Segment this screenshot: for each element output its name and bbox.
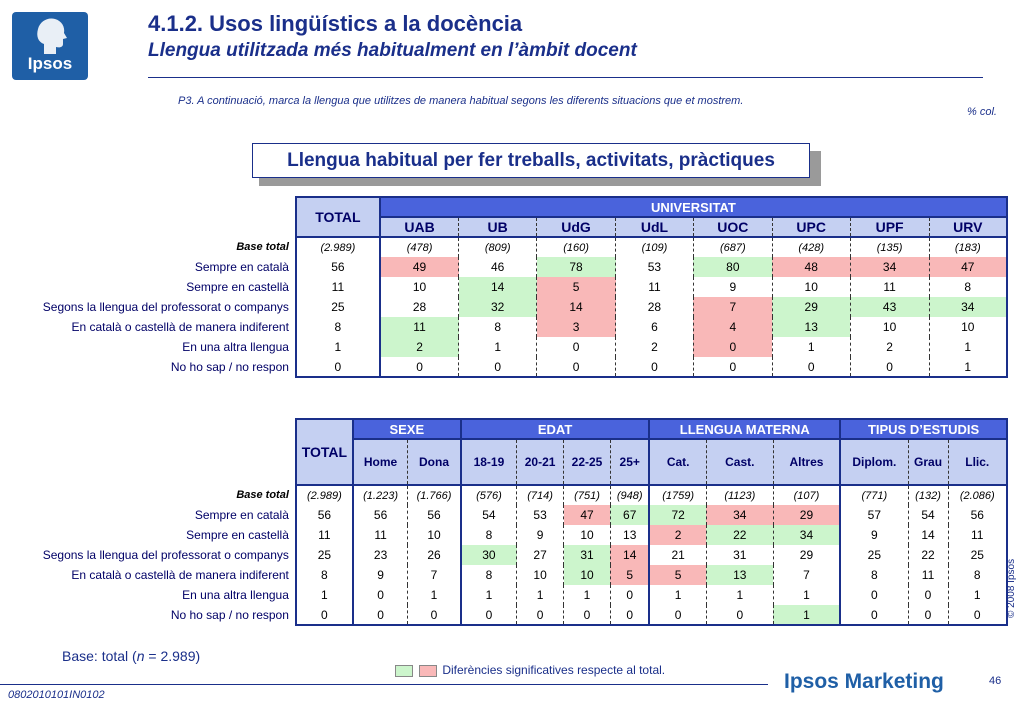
column-header: UB (459, 217, 537, 237)
page-subtitle: Llengua utilitzada més habitualment en l’àmbit docent (148, 40, 637, 61)
group-header: EDAT (461, 419, 650, 439)
empty-corner (20, 217, 296, 237)
data-cell: 9 (693, 277, 772, 297)
data-cell: 5 (610, 565, 649, 585)
data-cell: 11 (948, 525, 1007, 545)
empty-corner (20, 439, 296, 485)
column-header: Cat. (649, 439, 706, 485)
data-cell: 11 (850, 277, 929, 297)
data-cell: 11 (380, 317, 459, 337)
data-cell: 57 (840, 505, 908, 525)
base-cell: (948) (610, 485, 649, 505)
data-cell: 9 (840, 525, 908, 545)
data-cell: 48 (772, 257, 850, 277)
total-cell: 0 (296, 357, 380, 377)
data-cell: 34 (706, 505, 773, 525)
data-cell: 1 (706, 585, 773, 605)
data-cell: 22 (706, 525, 773, 545)
data-cell: 1 (929, 337, 1007, 357)
section-title-box: Llengua habitual per fer treballs, activitats, pràctiques (252, 143, 810, 178)
row-label: En català o castellà de manera indiferent (71, 320, 289, 334)
column-header: Altres (773, 439, 840, 485)
data-cell: 67 (610, 505, 649, 525)
base-cell: (160) (537, 237, 616, 257)
total-header: TOTAL (296, 197, 380, 237)
column-header: 18-19 (461, 439, 517, 485)
total-cell: 0 (296, 605, 353, 625)
data-cell: 31 (706, 545, 773, 565)
data-cell: 8 (929, 277, 1007, 297)
data-cell: 10 (408, 525, 461, 545)
base-cell: (135) (850, 237, 929, 257)
group-header-universitat: UNIVERSITAT (380, 197, 1007, 217)
data-cell: 0 (564, 605, 611, 625)
brand-logo: Ipsos Marketing (784, 670, 944, 693)
column-header: UAB (380, 217, 459, 237)
data-cell: 26 (408, 545, 461, 565)
row-label: Sempre en castellà (186, 528, 289, 542)
data-cell: 1 (459, 337, 537, 357)
data-cell: 32 (459, 297, 537, 317)
footer-divider (0, 684, 768, 685)
base-total-cell: (2.989) (296, 485, 353, 505)
column-header: Diplom. (840, 439, 908, 485)
row-label: En una altra llengua (182, 340, 289, 354)
data-cell: 0 (353, 605, 408, 625)
base-cell: (109) (616, 237, 694, 257)
data-cell: 0 (610, 585, 649, 605)
total-cell: 8 (296, 317, 380, 337)
logo-text: Ipsos (27, 54, 73, 73)
total-cell: 56 (296, 505, 353, 525)
data-cell: 11 (908, 565, 948, 585)
column-header: 25+ (610, 439, 649, 485)
data-cell: 13 (772, 317, 850, 337)
total-cell: 1 (296, 337, 380, 357)
row-label: No ho sap / no respon (170, 360, 289, 374)
data-cell: 11 (353, 525, 408, 545)
data-cell: 1 (461, 585, 517, 605)
data-cell: 10 (380, 277, 459, 297)
percent-column-note: % col. (967, 106, 997, 118)
data-cell: 10 (850, 317, 929, 337)
data-cell: 0 (840, 605, 908, 625)
row-label: Sempre en català (194, 508, 289, 522)
data-cell: 7 (773, 565, 840, 585)
data-cell: 3 (537, 317, 616, 337)
base-cell: (1759) (649, 485, 706, 505)
legend (395, 663, 665, 677)
data-cell: 0 (840, 585, 908, 605)
data-cell: 14 (537, 297, 616, 317)
row-label: En català o castellà de manera indiferent (71, 568, 289, 582)
data-cell: 8 (948, 565, 1007, 585)
total-cell: 11 (296, 525, 353, 545)
base-cell: (771) (840, 485, 908, 505)
data-cell: 5 (649, 565, 706, 585)
data-cell: 0 (693, 337, 772, 357)
data-cell: 43 (850, 297, 929, 317)
base-cell: (1.223) (353, 485, 408, 505)
data-cell: 29 (773, 545, 840, 565)
base-note-prefix: Base: total ( (62, 648, 137, 664)
data-cell: 4 (693, 317, 772, 337)
column-header: UOC (693, 217, 772, 237)
base-cell: (1123) (706, 485, 773, 505)
data-cell: 9 (517, 525, 564, 545)
data-cell: 5 (537, 277, 616, 297)
legend-swatch-positive (395, 665, 413, 677)
data-cell: 25 (948, 545, 1007, 565)
data-cell: 78 (537, 257, 616, 277)
data-cell: 21 (649, 545, 706, 565)
data-cell: 34 (929, 297, 1007, 317)
page-number: 46 (989, 675, 1002, 687)
total-cell: 25 (296, 297, 380, 317)
data-cell: 34 (773, 525, 840, 545)
column-header: 22-25 (564, 439, 611, 485)
data-cell: 0 (908, 585, 948, 605)
total-header: TOTAL (296, 419, 353, 485)
data-cell: 1 (517, 585, 564, 605)
base-cell: (809) (459, 237, 537, 257)
empty-corner (20, 197, 296, 217)
data-cell: 54 (908, 505, 948, 525)
copyright: © 2008 Ipsos (1006, 558, 1017, 618)
data-cell: 7 (693, 297, 772, 317)
data-cell: 8 (459, 317, 537, 337)
data-cell: 49 (380, 257, 459, 277)
data-cell: 0 (537, 357, 616, 377)
base-cell: (576) (461, 485, 517, 505)
title-divider (148, 77, 983, 78)
base-cell: (751) (564, 485, 611, 505)
data-cell: 0 (616, 357, 694, 377)
data-cell: 1 (408, 585, 461, 605)
column-header: UPF (850, 217, 929, 237)
data-cell: 10 (564, 525, 611, 545)
data-cell: 10 (564, 565, 611, 585)
data-cell: 13 (610, 525, 649, 545)
data-cell: 0 (908, 605, 948, 625)
data-cell: 0 (693, 357, 772, 377)
base-row-label: Base total (236, 241, 289, 253)
column-header: URV (929, 217, 1007, 237)
data-cell: 14 (459, 277, 537, 297)
data-cell: 11 (616, 277, 694, 297)
base-cell: (428) (772, 237, 850, 257)
data-cell: 0 (706, 605, 773, 625)
group-header: SEXE (353, 419, 461, 439)
data-cell: 1 (649, 585, 706, 605)
data-cell: 8 (461, 525, 517, 545)
total-cell: 56 (296, 257, 380, 277)
data-cell: 9 (353, 565, 408, 585)
data-cell: 10 (772, 277, 850, 297)
data-cell: 0 (649, 605, 706, 625)
data-cell: 80 (693, 257, 772, 277)
data-cell: 28 (380, 297, 459, 317)
column-header: UdG (537, 217, 616, 237)
data-cell: 53 (517, 505, 564, 525)
data-cell: 13 (706, 565, 773, 585)
data-cell: 0 (948, 605, 1007, 625)
base-note-n: n (136, 648, 145, 664)
group-header: TIPUS D’ESTUDIS (840, 419, 1007, 439)
base-total-cell: (2.989) (296, 237, 380, 257)
column-header: UPC (772, 217, 850, 237)
legend-text: Diferències significatives respecte al total. (442, 663, 666, 677)
data-cell: 34 (850, 257, 929, 277)
data-cell: 56 (408, 505, 461, 525)
base-row-label: Base total (236, 489, 289, 501)
base-cell: (183) (929, 237, 1007, 257)
total-cell: 8 (296, 565, 353, 585)
data-cell: 30 (461, 545, 517, 565)
page-title: 4.1.2. Usos lingüístics a la docència (148, 11, 523, 36)
demographic-table (20, 418, 1008, 626)
data-cell: 1 (564, 585, 611, 605)
row-label: No ho sap / no respon (170, 608, 289, 622)
row-label: En una altra llengua (182, 588, 289, 602)
data-cell: 29 (772, 297, 850, 317)
data-cell: 25 (840, 545, 908, 565)
data-cell: 0 (353, 585, 408, 605)
data-cell: 56 (353, 505, 408, 525)
data-cell: 46 (459, 257, 537, 277)
base-cell: (714) (517, 485, 564, 505)
base-cell: (1.766) (408, 485, 461, 505)
data-cell: 10 (517, 565, 564, 585)
total-cell: 11 (296, 277, 380, 297)
total-cell: 25 (296, 545, 353, 565)
data-cell: 31 (564, 545, 611, 565)
data-cell: 22 (908, 545, 948, 565)
data-cell: 28 (616, 297, 694, 317)
data-cell: 29 (773, 505, 840, 525)
document-id: 0802010101IN0102 (8, 689, 105, 701)
university-table (20, 196, 1008, 378)
base-note-suffix: = 2.989) (144, 648, 201, 664)
data-cell: 8 (461, 565, 517, 585)
question-text: P3. A continuació, marca la llengua que utilitzes de manera habitual segons les diferents situacions que et mostrem. (178, 95, 744, 107)
column-header: UdL (616, 217, 694, 237)
base-cell: (132) (908, 485, 948, 505)
data-cell: 0 (461, 605, 517, 625)
data-cell: 0 (408, 605, 461, 625)
data-cell: 0 (610, 605, 649, 625)
data-cell: 23 (353, 545, 408, 565)
empty-corner (20, 419, 296, 439)
data-cell: 8 (840, 565, 908, 585)
data-cell: 14 (908, 525, 948, 545)
column-header: Cast. (706, 439, 773, 485)
base-cell: (687) (693, 237, 772, 257)
base-cell: (107) (773, 485, 840, 505)
total-cell: 1 (296, 585, 353, 605)
row-label: Segons la llengua del professorat o companys (42, 548, 289, 562)
data-cell: 6 (616, 317, 694, 337)
data-cell: 10 (929, 317, 1007, 337)
data-cell: 56 (948, 505, 1007, 525)
column-header: Grau (908, 439, 948, 485)
data-cell: 0 (380, 357, 459, 377)
data-cell: 1 (773, 605, 840, 625)
data-cell: 27 (517, 545, 564, 565)
data-cell: 47 (929, 257, 1007, 277)
data-cell: 14 (610, 545, 649, 565)
row-label: Sempre en castellà (186, 280, 289, 294)
data-cell: 0 (850, 357, 929, 377)
data-cell: 2 (850, 337, 929, 357)
ipsos-logo (12, 12, 88, 80)
base-note (62, 648, 200, 664)
row-label: Sempre en català (194, 260, 289, 274)
data-cell: 1 (772, 337, 850, 357)
row-label: Segons la llengua del professorat o companys (42, 300, 289, 314)
data-cell: 1 (948, 585, 1007, 605)
base-cell: (2.086) (948, 485, 1007, 505)
base-cell: (478) (380, 237, 459, 257)
group-header: LLENGUA MATERNA (649, 419, 840, 439)
data-cell: 54 (461, 505, 517, 525)
column-header: Home (353, 439, 408, 485)
data-cell: 0 (517, 605, 564, 625)
data-cell: 2 (380, 337, 459, 357)
data-cell: 7 (408, 565, 461, 585)
data-cell: 53 (616, 257, 694, 277)
data-cell: 1 (929, 357, 1007, 377)
column-header: Dona (408, 439, 461, 485)
column-header: 20-21 (517, 439, 564, 485)
column-header: Llic. (948, 439, 1007, 485)
data-cell: 47 (564, 505, 611, 525)
data-cell: 2 (616, 337, 694, 357)
data-cell: 2 (649, 525, 706, 545)
head-profile-icon (34, 16, 68, 56)
data-cell: 0 (772, 357, 850, 377)
legend-swatch-negative (419, 665, 437, 677)
data-cell: 1 (773, 585, 840, 605)
data-cell: 72 (649, 505, 706, 525)
data-cell: 0 (459, 357, 537, 377)
data-cell: 0 (537, 337, 616, 357)
